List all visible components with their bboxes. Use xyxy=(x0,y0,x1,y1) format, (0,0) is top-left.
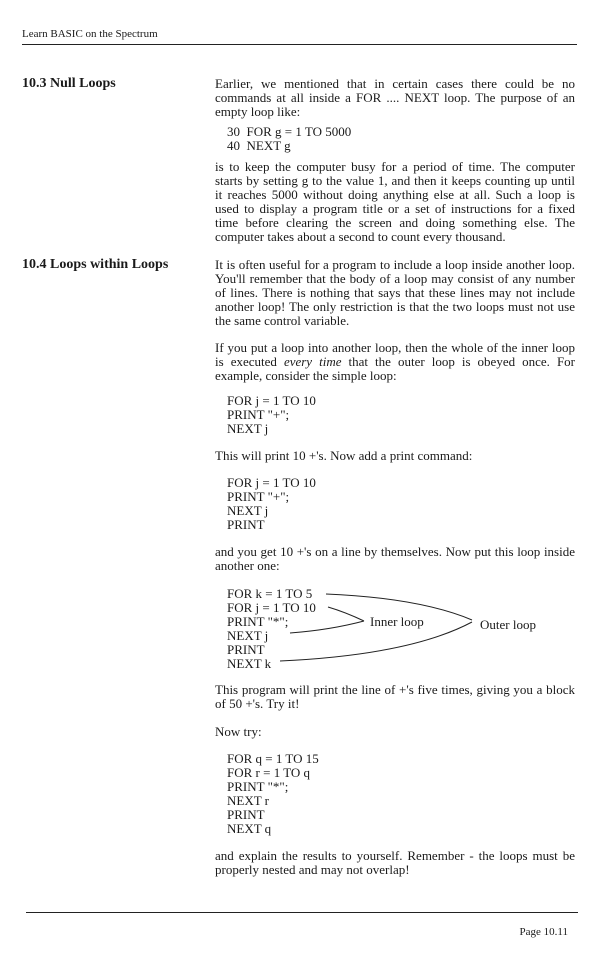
code-block-triangle xyxy=(227,752,319,836)
code-line: FOR q = 1 TO 15 xyxy=(227,751,319,766)
footer-rule xyxy=(26,912,578,913)
code-line: NEXT j xyxy=(227,503,269,518)
code-line: PRINT "*"; xyxy=(227,779,289,794)
code-line: PRINT xyxy=(227,642,265,657)
p2-text-before: If you put a loop into another loop, then the whole of the inner loop is executed xyxy=(215,340,575,369)
code-line: NEXT j xyxy=(227,628,269,643)
nested-loops-p3: This will print 10 +'s. Now add a print command: xyxy=(215,448,473,463)
page-number: Page 10.11 xyxy=(519,926,568,938)
code-line: NEXT q xyxy=(227,821,272,836)
nested-loops-p4: and you get 10 +'s on a line by themselves. Now put this loop inside another one: xyxy=(215,544,575,573)
code-line: PRINT "+"; xyxy=(227,407,290,422)
running-title: Learn BASIC on the Spectrum xyxy=(22,28,158,40)
inner-loop-line-bottom xyxy=(290,621,364,633)
nested-loops-p6: Now try: xyxy=(215,724,262,739)
null-loops-explanation: is to keep the computer busy for a period of time. The computer starts by setting g to the value 1, and then it keeps counting up until it reaches 5000 without doing anything else at all. Such a loop is used to display a program title or a set of instructions for a fixed time before clearing the screen and doing something else. The computer takes about a second to count every thousand. xyxy=(215,159,575,244)
code-line: PRINT "*"; xyxy=(227,614,289,629)
section-heading-null-loops: 10.3 Null Loops xyxy=(22,76,116,91)
inner-loop-label: Inner loop xyxy=(370,614,424,629)
nested-loops-p7: and explain the results to yourself. Remember - the loops must be properly nested and may not overlap! xyxy=(215,848,575,877)
code-line: FOR r = 1 TO q xyxy=(227,765,311,780)
code-line: 30 FOR g = 1 TO 5000 xyxy=(227,124,352,139)
p2-emphasis: every time xyxy=(283,354,342,369)
code-line: FOR j = 1 TO 10 xyxy=(227,475,316,490)
nested-loops-p5: This program will print the line of +'s five times, giving you a block of 50 +'s. Try it! xyxy=(215,682,575,711)
section-heading-nested-loops: 10.4 Loops within Loops xyxy=(22,257,169,272)
code-line: FOR j = 1 TO 10 xyxy=(227,600,316,615)
code-line: PRINT xyxy=(227,807,265,822)
code-line: NEXT r xyxy=(227,793,270,808)
code-line: PRINT xyxy=(227,517,265,532)
code-line: 40 NEXT g xyxy=(227,138,291,153)
code-line: NEXT k xyxy=(227,656,272,671)
nested-loops-p1: It is often useful for a program to include a loop inside another loop. You'll remember that the body of a loop may consist of any number of lines. There is nothing that says that these lines may not include another loop! The only restriction is that the two loops must not use the same control variable. xyxy=(215,257,575,328)
null-loops-intro: Earlier, we mentioned that in certain cases there could be no commands at all inside a FOR .... NEXT loop. The purpose of an empty loop like: xyxy=(215,76,575,119)
code-line: FOR j = 1 TO 10 xyxy=(227,393,316,408)
p2-text-after: that the outer loop is obeyed once. For example, consider the simple loop: xyxy=(215,354,575,383)
outer-loop-label: Outer loop xyxy=(480,617,536,632)
code-line: PRINT "+"; xyxy=(227,489,290,504)
inner-loop-line-top xyxy=(328,607,364,621)
code-line: FOR k = 1 TO 5 xyxy=(227,586,313,601)
code-line: NEXT j xyxy=(227,421,269,436)
